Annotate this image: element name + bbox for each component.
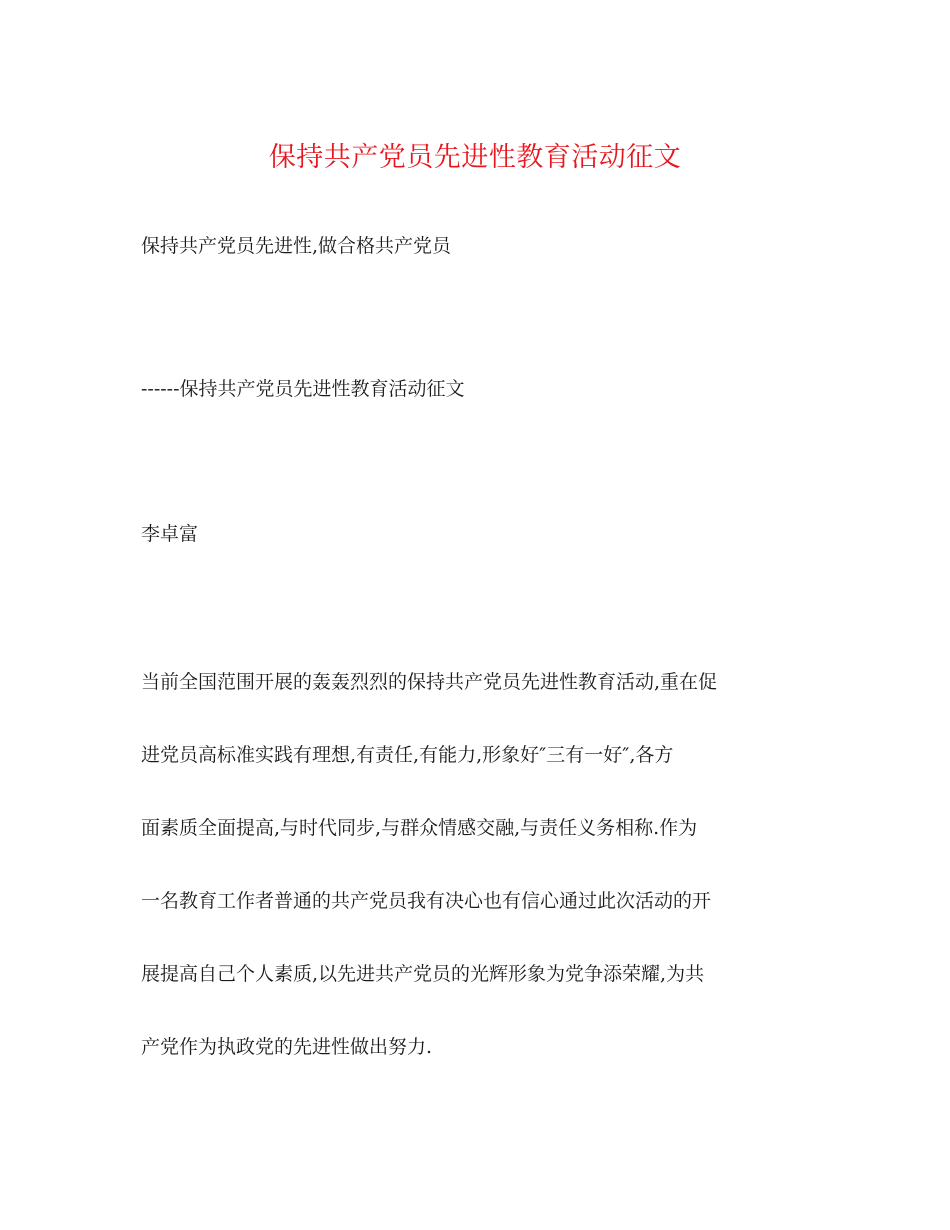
author-name: 李卓富 <box>141 523 199 545</box>
body-paragraph <box>141 667 821 1105</box>
body-line-1: 当前全国范围开展的轰轰烈烈的保持共产党员先进性教育活动,重在促 <box>141 671 718 693</box>
body-line-2: 进党员高标准实践有理想,有责任,有能力,形象好″三有一好″,各方 <box>141 744 674 766</box>
body-line-4: 一名教育工作者普通的共产党员我有决心也有信心通过此次活动的开 <box>141 890 712 912</box>
body-line-6: 产党作为执政党的先进性做出努力. <box>141 1036 433 1058</box>
dash-subheading: ------保持共产党员先进性教育活动征文 <box>141 378 465 400</box>
body-line-5: 展提高自己个人素质,以先进共产党员的光辉形象为党争添荣耀,为共 <box>141 963 705 985</box>
document-title: 保持共产党员先进性教育活动征文 <box>268 142 682 173</box>
subtitle: 保持共产党员先进性,做合格共产党员 <box>141 235 452 257</box>
body-line-3: 面素质全面提高,与时代同步,与群众情感交融,与责任义务相称.作为 <box>141 817 698 839</box>
